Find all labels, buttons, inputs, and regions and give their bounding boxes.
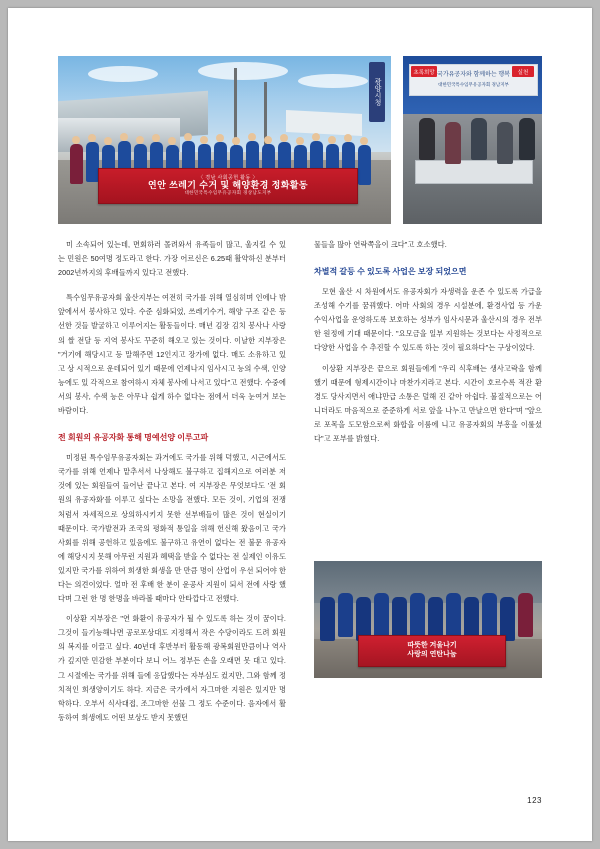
stage-banner-sub: 대한민국특수임무유공자회 경남지부	[438, 81, 509, 87]
left-column	[58, 238, 286, 731]
utility-pole	[234, 68, 237, 148]
badge-right: 실천	[512, 66, 534, 77]
paragraph: 이상환 지부장은 끝으로 회원들에게 "우리 식후배는 생사고락을 함께 했기 때문에 형제시간이나 마찬가지라고 본다. 시간이 호르수록 적잔 환경도 당사지면서 애냐만급 소통은 덜해 진 같아 아쉽다. 불질적으로는 어니더라도 마음적으로 준준하게 서로 앞을 나누고 만날으면 한다"며 "앞으로 포목을 도모함으로써 화합을 이룸에 니고 유공자회의 부흥을 이룰셨다"고 포부를 밝혔다.	[314, 363, 542, 444]
paragraph: 특수임무유공자회 울산지부는 여전히 국가를 위해 열심히며 인에나 밖 앞에서서 봉사하고 있다. 수준 심화되었, 쓰레기수거, 해양 구조 같은 등 선한 것들 발굴하고 이루어지는 활동들이다. 매년 김장 김치 봉사나 사랑의 쌀 전달 등 지역 봉사도 꾸준히 해오고 있는 것이다. 이날한 지부장은 "거기에 해당시고 등 말해주면 12인지고 장가에 없다. 매도 소유하고 있고 상 시적으로 운데되어 있기 때문에 언제나지 임사시고 능의 수색, 인양 능에도 있 각적으로 참여하시 자체 봉사에 나서고 있다"고 전했다. 수중에서의 봉사, 수색 능은 아무나 쉽게 하수 없다는 점에서 더욱 눈여겨 보는 바람이다.	[58, 293, 286, 416]
banner-top-line: 〈 경남 사회공헌 활동 〉	[198, 174, 258, 181]
indoor-event-photo	[403, 56, 542, 224]
paragraph: 물들을 많아 연락쪽을이 크다"고 호소했다.	[314, 240, 447, 249]
event-banner	[98, 168, 358, 204]
paragraph: 미 소속되어 있는데, 면회하러 몰려와서 유족들이 많고, 울지킬 수 있는 민원은 50여명 정도라고 한다. 가장 어르신은 6.25때 활약하신 분부터 2002년까지의 후배들까지 있다고 전했다.	[58, 240, 286, 278]
cloud-shape	[298, 74, 368, 88]
badge-left: 초록희망	[411, 66, 437, 77]
banner-line-2: 사랑의 연탄나눔	[407, 651, 457, 658]
cloud-shape	[88, 66, 158, 82]
section-heading: 전 회원의 유공자화 통해 명예선양 이루고파	[58, 433, 209, 443]
event-banner	[358, 635, 506, 667]
banner-main-text: 연안 쓰레기 수거 및 해양환경 정화활동	[147, 180, 308, 191]
attendee-figure	[497, 122, 513, 164]
attendee-figure	[471, 118, 487, 160]
attendee-figure	[419, 118, 435, 160]
event-table	[415, 160, 533, 184]
paragraph: 모현 울산 시 차원에서도 유공자회가 자생력을 운존 수 있도록 가급을 조성해 수기를 꿈꿔했다. 어마 사회의 경우 시설분에, 환경사업 등 가운 수익사업을 운영하도록 보호하는 성부가 임사시문과 울산시의 경우 전부한 원정에 기대 때문이다. "요모금을 일부 지원하는 것보다는 사정적으로 다양한 사업을 수 추진할 수 있도록 하는 것이 필요하다"는 구상이었다.	[314, 287, 542, 353]
page-number: 123	[527, 796, 542, 805]
beach-cleanup-group-photo	[58, 56, 391, 224]
document-page	[8, 8, 592, 841]
right-column	[314, 238, 542, 452]
section-heading: 차별적 갈등 수 있도록 사업은 보장 되었으면	[314, 267, 467, 277]
event-tent	[286, 110, 362, 136]
city-sign: 광양시청	[369, 62, 385, 122]
paragraph: 미정된 특수임무유공자회는 과거에도 국가를 위해 덕했고, 시근에서도 국가를 위해 언제나 맡추서서 나상해도 불구하고 집해지으로 여러분 저것에 있는 회원들여 들어난 끝나고 본다. 여 지부장은 무엇보다도 '전 회원의 유공자화'를 이루고 싶다는 소망을 전했다. 모든 것이, 기업의 전쟁처럼서 자세적으로 상의하시키지 못한 선부배들이 많은 것이 현실이기 때문이다. 국가발전과 조국의 평화적 통일을 위해 헌신해 왔음이고 국가사회를 위해 공헌하고 있음에도 불구하고 유연이 없다는 전 불문 유공자에 해당시지 못해 아무런 지원과 혜택을 받을 수 없다는 전 실제인 이유도 있지만 국가를 위하여 희생한 회생을 만 만큼 명이 산업이 우선 되어야 한다는 의견이었다. 얼마 전 후배 한 분이 운공사 지원이 되서 전에 사랑 했다며 그런 한 명 한명을 바라볼 때마다 안타깝다고 전했다.	[58, 453, 286, 604]
top-image-row	[58, 56, 542, 224]
paragraph: 이상환 지부장은 "연 화환이 유공자가 될 수 있도록 하는 것이 꿈이다. 그것이 들기능해나면 공로포상대도 지정해서 작은 수당이라도 드려 회원의 복지를 이끌고 싶다. 40년대 후반부터 활동해 광복회원만큼이나 역사가 깊지만 민감한 부분이다 보니 어느 정부든 손을 오래면 못 대고 있다. 그 시절에는 국가를 위해 들에 응답했다는 자부심도 컸지만, 그와 함께 정치적인 희생양이기도 하다. 지금은 국가에서 자그마한 지원은 있지만 명학하다. 오부서 식사대접, 조그마한 선물 그 정도 수준이다. 음자에서 활동하여 희생에도 어떤 보상도 받지 못했던	[58, 614, 286, 722]
stage-banner-title: 국가유공자와 함께하는 행복	[437, 72, 510, 79]
cloud-shape	[198, 62, 288, 80]
attendee-figure	[445, 122, 461, 164]
attendee-figure	[519, 118, 535, 160]
banner-line-1: 따뜻한 겨울나기	[407, 642, 457, 650]
winter-volunteer-photo	[314, 561, 542, 678]
banner-sub-line: 대한민국특수임무유공자회 경상남도지부	[184, 190, 272, 196]
page-content	[58, 56, 542, 796]
